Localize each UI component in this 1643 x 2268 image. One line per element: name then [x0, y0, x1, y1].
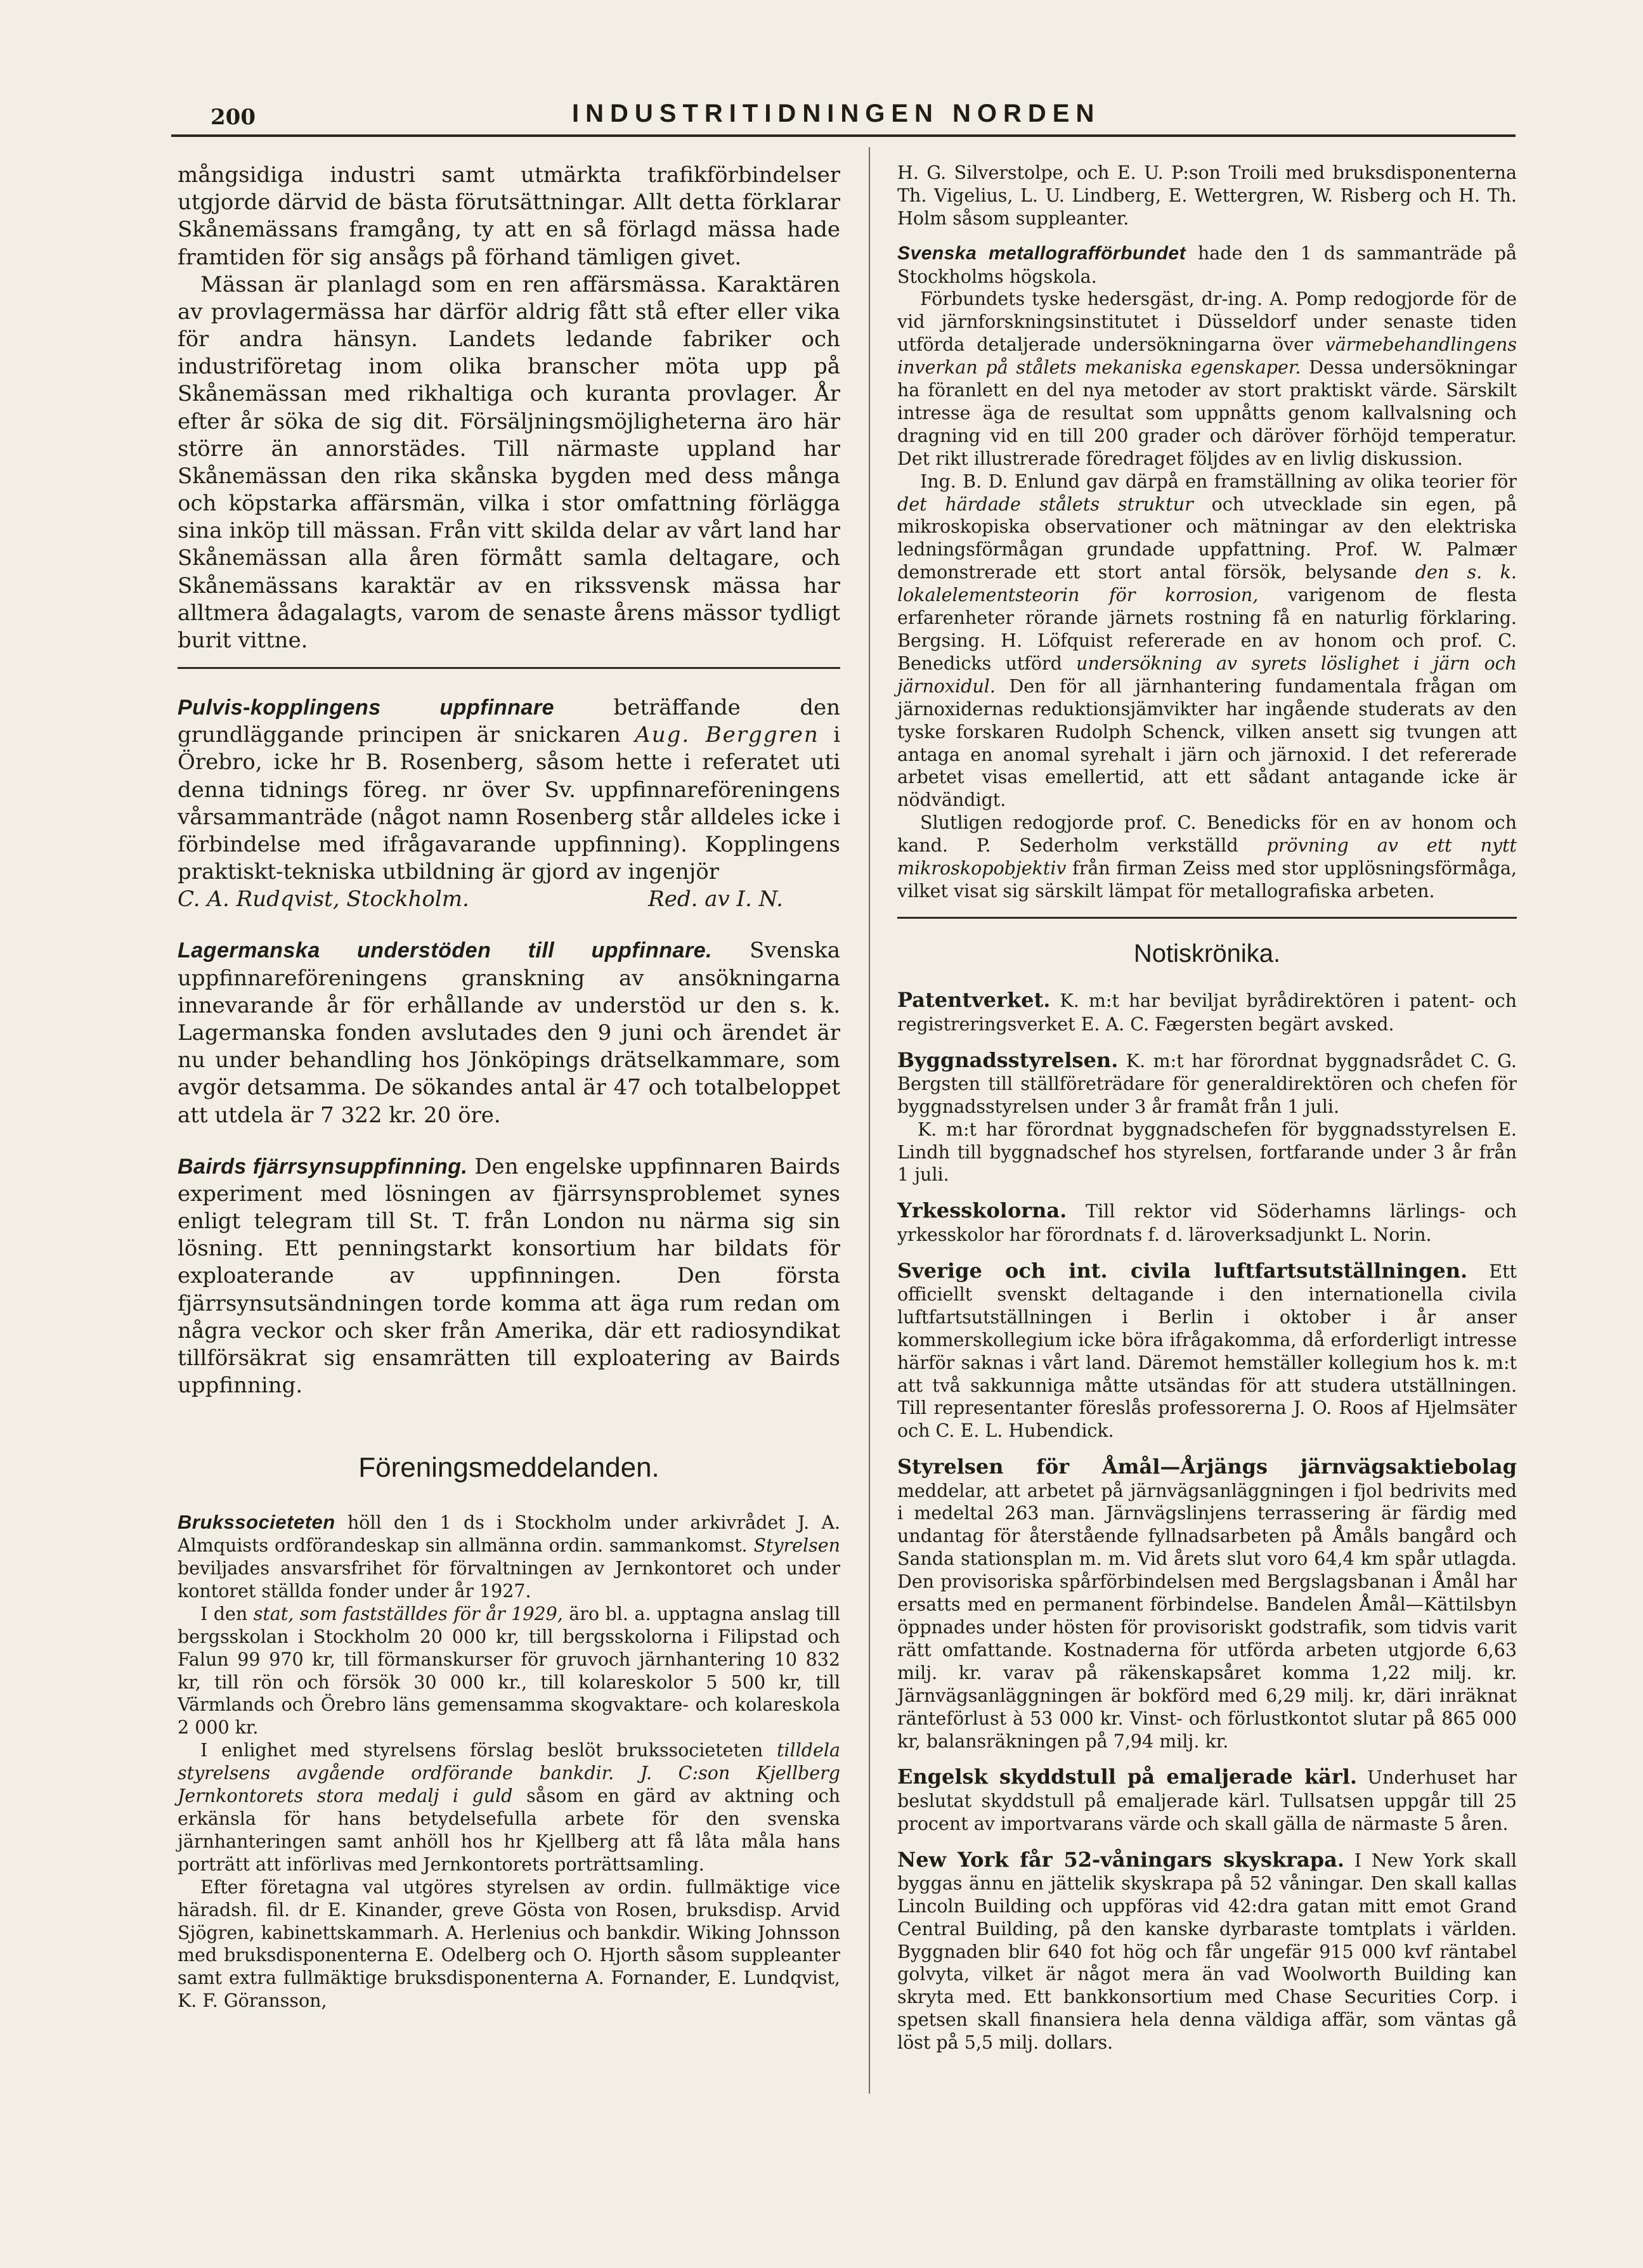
right-column	[897, 162, 1517, 2066]
pulvis-editor: Red. av I. N.	[648, 886, 783, 912]
column-separator	[178, 667, 840, 669]
notis-text-2: K. m:t har förordnat byggnadschefen för byggnadsstyrelsen E. Lindh till byggnadschef hos styrelsen, fortfarande under 3 år från 1 juli.	[897, 1118, 1517, 1186]
pulvis-text-b: i Örebro, icke hr B. Rosenberg, såsom hette i referatet uti denna tidnings föreg. nr över Sv. uppfinnareföreningens vårsammanträde (något namn Rosenberg står alldeles icke i förbindelse med ifrågavarande uppfinning). Kopplingens praktiskt-tekniska utbildning är gjord av ingenjör	[178, 722, 841, 885]
page-header	[171, 86, 1516, 136]
metallograf-p4-a: Slutligen redogjorde prof. C. Benedicks för en av honom och kand. P. Sederholm verkställd	[897, 812, 1517, 857]
metallograf-p3-italic1: det härdade stålets struktur	[897, 493, 1193, 515]
lagermanska-article	[178, 937, 840, 1129]
notis-title: Styrelsen för Åmål—Årjängs järnvägsaktiebolag	[897, 1455, 1517, 1479]
notis-text: Underhuset har beslutat skyddstull på emaljerade kärl. Tullsatsen uppgår till 25 procent av importvarans värde och skall gälla de närmaste 5 åren.	[897, 1767, 1517, 1834]
bruks-p2-a: I den	[200, 1603, 254, 1624]
notiskronika-heading: Notiskrönika.	[1133, 939, 1281, 968]
notis-entry	[897, 1847, 1517, 2055]
continuation-paragraph: H. G. Silverstolpe, och E. U. P:son Troili med bruksdisponenterna Th. Vigelius, L. U. Lindberg, E. Wettergren, W. Risberg och H. Th. Holm såsom suppleanter.	[897, 162, 1517, 229]
bairds-title: Bairds fjärrsynsuppfinning.	[178, 1154, 468, 1179]
notis-text: I New York skall byggas ännu en jättelik skyskrapa på 52 våningar. Den skall kallas Lincoln Building och uppföras vid 42:dra gatan mitt emot Grand Central Building, på den kanske dyrbaraste tomtplats i världen. Byggnaden blir 640 fot hög och får ungefär 915 000 kvf räntabel golvyta, vilket är något mera än vad Woolworth Building kan skryta med. Ett bankkonsortium med Chase Securities Corp. i spetsen skall finansiera hela denna väldiga affär, som väntas gå löst på 5,5 milj. dollars.	[897, 1850, 1517, 2054]
bruks-p3-italic: tilldela styrelsens avgående ordförande bankdir. J. C:son Kjellberg Jernkontorets stora medalj i guld	[178, 1740, 840, 1807]
page-number: 200	[211, 105, 256, 130]
brukssocieteten-article	[178, 1510, 840, 2012]
notis-text: Ett officiellt svenskt deltagande i den internationella civila luftfartsutställningen i Berlin i oktober i år anser kommerskollegium icke böra ifrågakomma, då erforderligt intresse härför saknas i vårt land. Däremot hemställer kollegium hos k. m:t att två sakkunniga måtte utsändas för att studera utställningen. Till representanter föreslås professorerna J. O. Roos af Hjelmsäter och C. E. L. Hubendick.	[897, 1260, 1517, 1442]
bruks-p1-b: beviljades ansvarsfrihet för förvaltningen av Jernkontoret och under kontoret ställda fonder under år 1927.	[178, 1558, 840, 1602]
bruks-p3-b: såsom en gärd av aktning och erkänsla för hans betydelsefulla arbete för den svenska järnhanteringen samt anhöll hos hr Kjellberg att få låta måla hans porträtt att införlivas med Jernkontorets porträttsamling.	[178, 1785, 840, 1875]
column-rule	[869, 147, 870, 2094]
bruks-p1-a: höll den 1 ds i Stockholm under arkivrådet J. A. Almquists ordförandeskap sin allmänna ordin. sammankomst.	[178, 1512, 840, 1557]
lagermanska-title: Lagermanska understöden till uppfinnare.	[178, 938, 713, 963]
notis-text: K. m:t har beviljat byrådirektören i patent- och registreringsverket E. A. C. Fægersten begärt avsked.	[897, 990, 1517, 1035]
notis-title: Engelsk skyddstull på emaljerade kärl.	[897, 1765, 1358, 1789]
bruks-p2-italic: stat, som fastställdes för år 1929,	[253, 1603, 563, 1624]
left-column	[178, 162, 840, 2012]
notis-entry	[897, 1764, 1517, 1835]
notis-entry	[897, 1258, 1517, 1443]
metallograf-p2-b: Dessa undersökningar ha föranlett en del nya metoder av stort praktiskt värde. Särskilt intresse äga de resultat som uppnåtts genom kallvalsning och dragning vid en till 200 grader och däröver förhöjd temperatur. Det rikt illustrerade föredraget följdes av en livlig diskussion.	[897, 357, 1517, 469]
pulvis-article	[178, 694, 840, 886]
pulvis-signature	[178, 886, 840, 913]
notis-entry	[897, 1047, 1517, 1187]
foreningsmeddelanden-heading: Föreningsmeddelanden.	[358, 1452, 659, 1484]
notis-text: meddelar, att arbetet på järnvägsanläggningen i fjol bedrivits med i medeltal 263 man. Järnvägslinjens terrassering är färdig med undantag för återstående fyllnadsarbeten på Åmåls bangård och Sanda stationsplan m. m. Vid årets slut voro 64,4 km spår utlagda. Den provisoriska spårförbindelsen med Bergslagsbanan i Åmål har ersatts med en permanent förbindelse. Bandelen Åmål—Kättilsbyn öppnades under hösten för provisoriskt godstrafik, som tidvis varit rätt omfattande. Kostnaderna för utförda arbeten utgjorde 6,63 milj. kr. varav på räkenskapsåret komma 1,22 milj. kr. Järnvägsanläggningen är bokförd med 6,29 milj. kr, däri inräknat ränteförlust à 53 000 kr. Vinst- och förlustkontot slutar på 865 000 kr, balansräkningen på 7,94 milj. kr.	[897, 1480, 1517, 1752]
metallograf-p3-italic3: undersökning av syrets löslighet i järn och järnoxidul.	[897, 652, 1517, 697]
bairds-text: Den engelske uppfinnaren Bairds experiment med lösningen av fjärrsynsproblemet synes enligt telegram till St. T. från London nu närma sig sin lösning. Ett penningstarkt konsortium har bildats för exploaterande av uppfinningen. Den första fjärrsynsutsändningen torde komma att äga rum redan om några veckor och sker från Amerika, där ett radiosyndikat tillförsäkrat sig ensamrätten till exploatering av Bairds uppfinning.	[178, 1153, 840, 1399]
pulvis-engineer: C. A. Rudqvist, Stockholm.	[178, 886, 469, 912]
notis-title: Sverige och int. civila luftfartsutställningen.	[897, 1258, 1468, 1283]
pulvis-text-a: beträffande den grundläggande principen är snickaren	[178, 695, 840, 748]
notis-title: New York får 52-våningars skyskrapa.	[897, 1847, 1344, 1872]
intro-paragraph-2: Mässan är planlagd som en ren affärsmässa. Karaktären av provlagermässa har därför aldrig fått stå efter eller vika för andra hänsyn. Landets ledande fabriker och industriföretag inom olika branscher möta upp på Skånemässan med rikhaltiga och kuranta provlager. År efter år söka de sig dit. Försäljningsmöjligheterna äro här större än annorstädes. Till närmaste uppland har Skånemässan den rika skånska bygden med dess många och köpstarka affärsmän, vilka i stor omfattning förlägga sina inköp till mässan. Från vitt skilda delar av vårt land har Skånemässan alla åren förmått samla deltagare, och Skånemässans karaktär av en rikssvensk mässa har alltmera ådagalagts, varom de senaste årens mässor tydligt burit vittne.	[178, 271, 840, 653]
notis-text: Till rektor vid Söderhamns lärlings- och yrkesskolor har förordnats f. d. läroverksadjunkt L. Norin.	[897, 1201, 1517, 1245]
bruks-p3-a: I enlighet med styrelsens förslag beslöt brukssocieteten	[200, 1740, 777, 1761]
bairds-article	[178, 1153, 840, 1400]
metallograf-p2-italic: värmebehandlingens inverkan på stålets mekaniska egenskaper.	[897, 334, 1517, 379]
metallograf-article	[897, 242, 1517, 288]
lagermanska-text: Svenska uppfinnareföreningens granskning av ansökningarna innevarande år för erhållande av understöd ur den s. k. Lagermanska fonden avslutades den 9 juni och ärendet är nu under behandling hos Jönköpings drätselkammare, som avgör detsamma. De sökandes antal är 47 och totalbeloppet att utdela är 7 322 kr. 20 öre.	[178, 938, 840, 1128]
metallograf-p2-a: Förbundets tyske hedersgäst, dr-ing. A. Pomp redogjorde för de vid järnforskningsinstitutet i Düsseldorf under senaste tiden utförda detaljerade undersökningarna över	[897, 288, 1517, 356]
notis-text: K. m:t har förordnat byggnadsrådet C. G. Bergsten till ställföreträdare för generaldirektören och chefen för byggnadsstyrelsen under 3 år framåt från 1 juli.	[897, 1050, 1517, 1117]
right-separator	[897, 917, 1517, 919]
bruks-p1-styrelsen: Styrelsen	[753, 1535, 840, 1557]
pulvis-name: Aug. Berggren	[635, 722, 819, 748]
metallograf-text: hade den 1 ds sammanträde på Stockholms högskola.	[897, 242, 1517, 287]
notis-title: Byggnadsstyrelsen.	[897, 1047, 1119, 1072]
metallograf-p3-d: Den för all järnhantering fundamentala frågan om järnoxidernas reduktionsjämvikter har ingående studerats av den tyske forskaren Rudolph Schenck, vilken ansett sig tvungen att antaga en anomal syrehalt i järn och järnoxid. I det refererade arbetet visas emellertid, att ett sådant antagande icke är nödvändigt.	[897, 675, 1517, 811]
notis-entry	[897, 987, 1517, 1035]
metallograf-p3-b: och utvecklade sin egen, på mikroskopiska observationer och mätningar av den elektriska ledningsförmågan grundade uppfattning. Prof. W. Palmær demonstrerade ett stort antal försök, belysande	[897, 493, 1517, 583]
header-rule	[171, 134, 1516, 137]
metallograf-title: Svenska metallografförbundet	[897, 242, 1186, 264]
bruks-p4: Efter företagna val utgöres styrelsen av ordin. fullmäktige vice häradsh. fil. dr E. Kinander, greve Gösta von Rosen, bruksdisp. Arvid Sjögren, kabinettskammarh. A. Herlenius och bankdir. Wiking Johnsson med bruksdisponenterna E. Odelberg och O. Hjorth såsom suppleanter samt extra fullmäktige bruksdisponenterna A. Fornander, E. Lundqvist, K. F. Göransson,	[178, 1876, 840, 2012]
notis-title: Patentverket.	[897, 988, 1051, 1013]
metallograf-p4-b: från firman Zeiss med stor upplösningsförmåga, vilket visat sig särskilt lämpat för metallografiska arbeten.	[897, 858, 1517, 902]
metallograf-p3-c: varigenom de flesta erfarenheter rörande järnets rostning få en naturlig förklaring. Bergsing. H. Löfquist refererade en av honom och prof. C. Benedicks utförd	[897, 585, 1517, 674]
notis-entry	[897, 1454, 1517, 1753]
intro-paragraph-1: mångsidiga industri samt utmärkta trafikförbindelser utgjorde därvid de bästa förutsättningar. Allt detta förklarar Skånemässans framgång, ty att en så förlagd mässa hade framtiden för sig ansågs på förhand tämligen givet.	[178, 162, 840, 270]
metallograf-p3-a: Ing. B. D. Enlund gav därpå en framställning av olika teorier för	[920, 470, 1517, 492]
metallograf-p3-italic2: den s. k. lokalelementsteorin för korrosion,	[897, 562, 1517, 606]
notis-entry	[897, 1198, 1517, 1246]
pulvis-title: Pulvis-kopplingens uppfinnare	[178, 696, 554, 720]
journal-title: INDUSTRITIDNINGEN NORDEN	[572, 100, 1101, 127]
metallograf-p4-italic: prövning av ett nytt mikroskopobjektiv	[897, 835, 1517, 879]
brukssocieteten-title: Brukssocieteten	[178, 1511, 335, 1534]
notis-title: Yrkesskolorna.	[897, 1198, 1067, 1223]
bruks-p2-b: äro bl. a. upptagna anslag till bergsskolan i Stockholm 20 000 kr, till bergsskolorna i Filipstad och Falun 99 970 kr, till förmanskurser för gruvoch järnhantering 10 832 kr, till rön och försök 30 000 kr., till kolareskolor 5 500 kr, till Värmlands och Örebro läns gemensamma skogvaktare- och kolareskola 2 000 kr.	[178, 1603, 840, 1739]
notiskronika-list	[897, 987, 1517, 2054]
